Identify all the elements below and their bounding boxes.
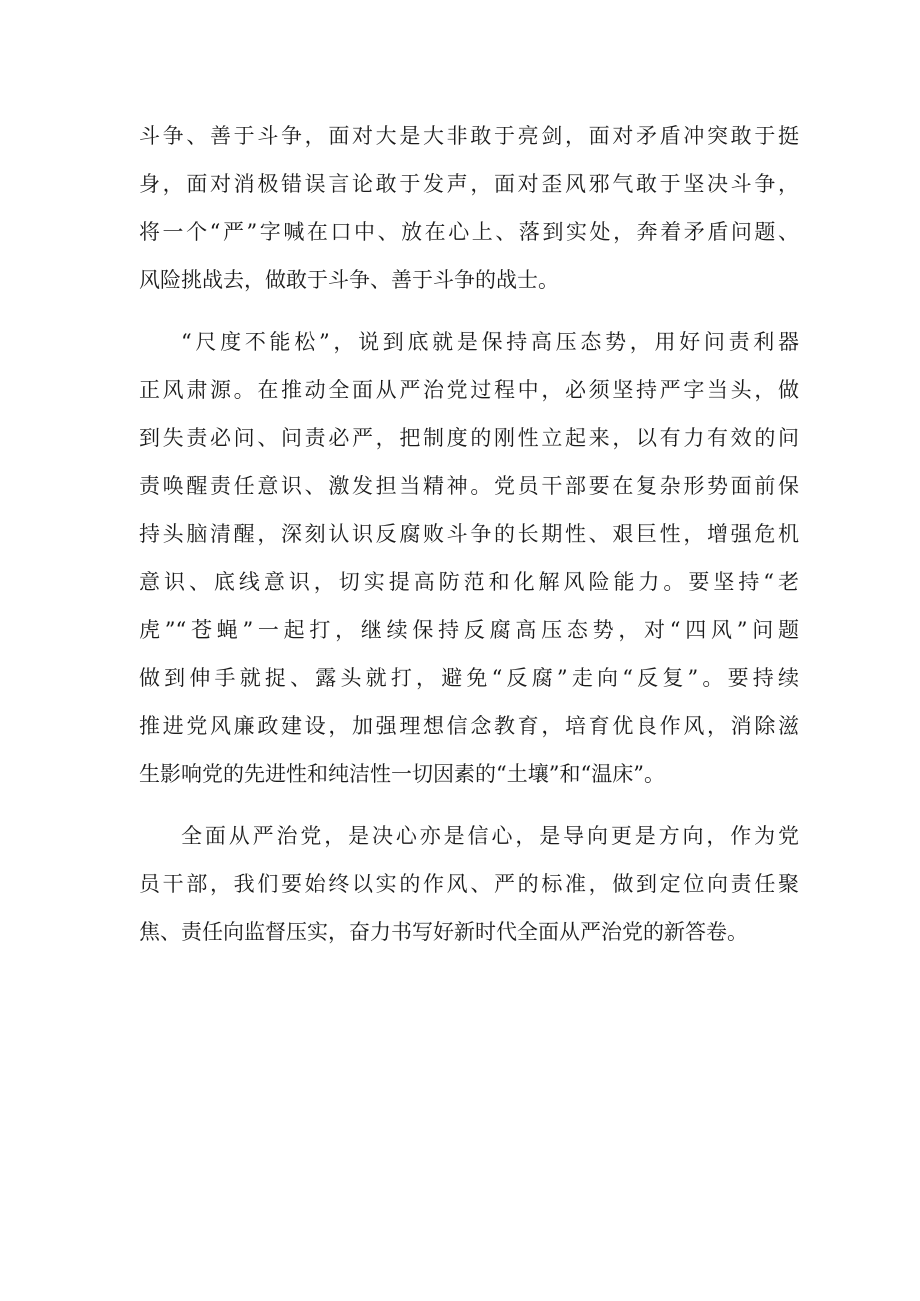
paragraph-line: 做到伸手就捉、露头就打，避免“反腐”走向“反复”。要持续 bbox=[139, 666, 799, 690]
paragraph-1 bbox=[139, 112, 799, 304]
paragraph-line: 推进党风廉政建设，加强理想信念教育，培育优良作风，消除滋 bbox=[139, 714, 799, 738]
paragraph-line: 斗争、善于斗争，面对大是大非敢于亮剑，面对矛盾冲突敢于挺 bbox=[139, 124, 799, 148]
paragraph-line: 焦、责任向监督压实，奋力书写好新时代全面从严治党的新答卷。 bbox=[139, 920, 748, 944]
paragraph-line: 员干部，我们要始终以实的作风、严的标准，做到定位向责任聚 bbox=[139, 872, 799, 896]
paragraph-line: 全面从严治党，是决心亦是信心，是导向更是方向，作为党 bbox=[181, 824, 799, 848]
paragraph-spacer bbox=[139, 304, 799, 318]
paragraph-line: 生影响党的先进性和纯洁性一切因素的“土壤”和“温床”。 bbox=[139, 762, 665, 786]
paragraph-spacer bbox=[139, 798, 799, 812]
paragraph-line: “尺度不能松”，说到底就是保持高压态势，用好问责利器 bbox=[181, 330, 799, 354]
paragraph-line: 虎”“苍蝇”一起打，继续保持反腐高压态势，对“四风”问题 bbox=[139, 618, 799, 642]
paragraph-line: 持头脑清醒，深刻认识反腐败斗争的长期性、艰巨性，增强危机 bbox=[139, 522, 799, 546]
paragraph-line: 意识、底线意识，切实提高防范和化解风险能力。要坚持“老 bbox=[139, 570, 799, 594]
paragraph-line: 责唤醒责任意识、激发担当精神。党员干部要在复杂形势面前保 bbox=[139, 474, 799, 498]
paragraph-line: 正风肃源。在推动全面从严治党过程中，必须坚持严字当头，做 bbox=[139, 378, 799, 402]
paragraph-line: 身，面对消极错误言论敢于发声，面对歪风邪气敢于坚决斗争， bbox=[139, 172, 799, 196]
paragraph-3 bbox=[139, 812, 799, 956]
paragraph-line: 将一个“严”字喊在口中、放在心上、落到实处，奔着矛盾问题、 bbox=[139, 220, 799, 244]
document-body bbox=[139, 112, 799, 956]
paragraph-line: 到失责必问、问责必严，把制度的刚性立起来，以有力有效的问 bbox=[139, 426, 799, 450]
paragraph-line: 风险挑战去，做敢于斗争、善于斗争的战士。 bbox=[139, 268, 559, 292]
paragraph-2 bbox=[139, 318, 799, 798]
